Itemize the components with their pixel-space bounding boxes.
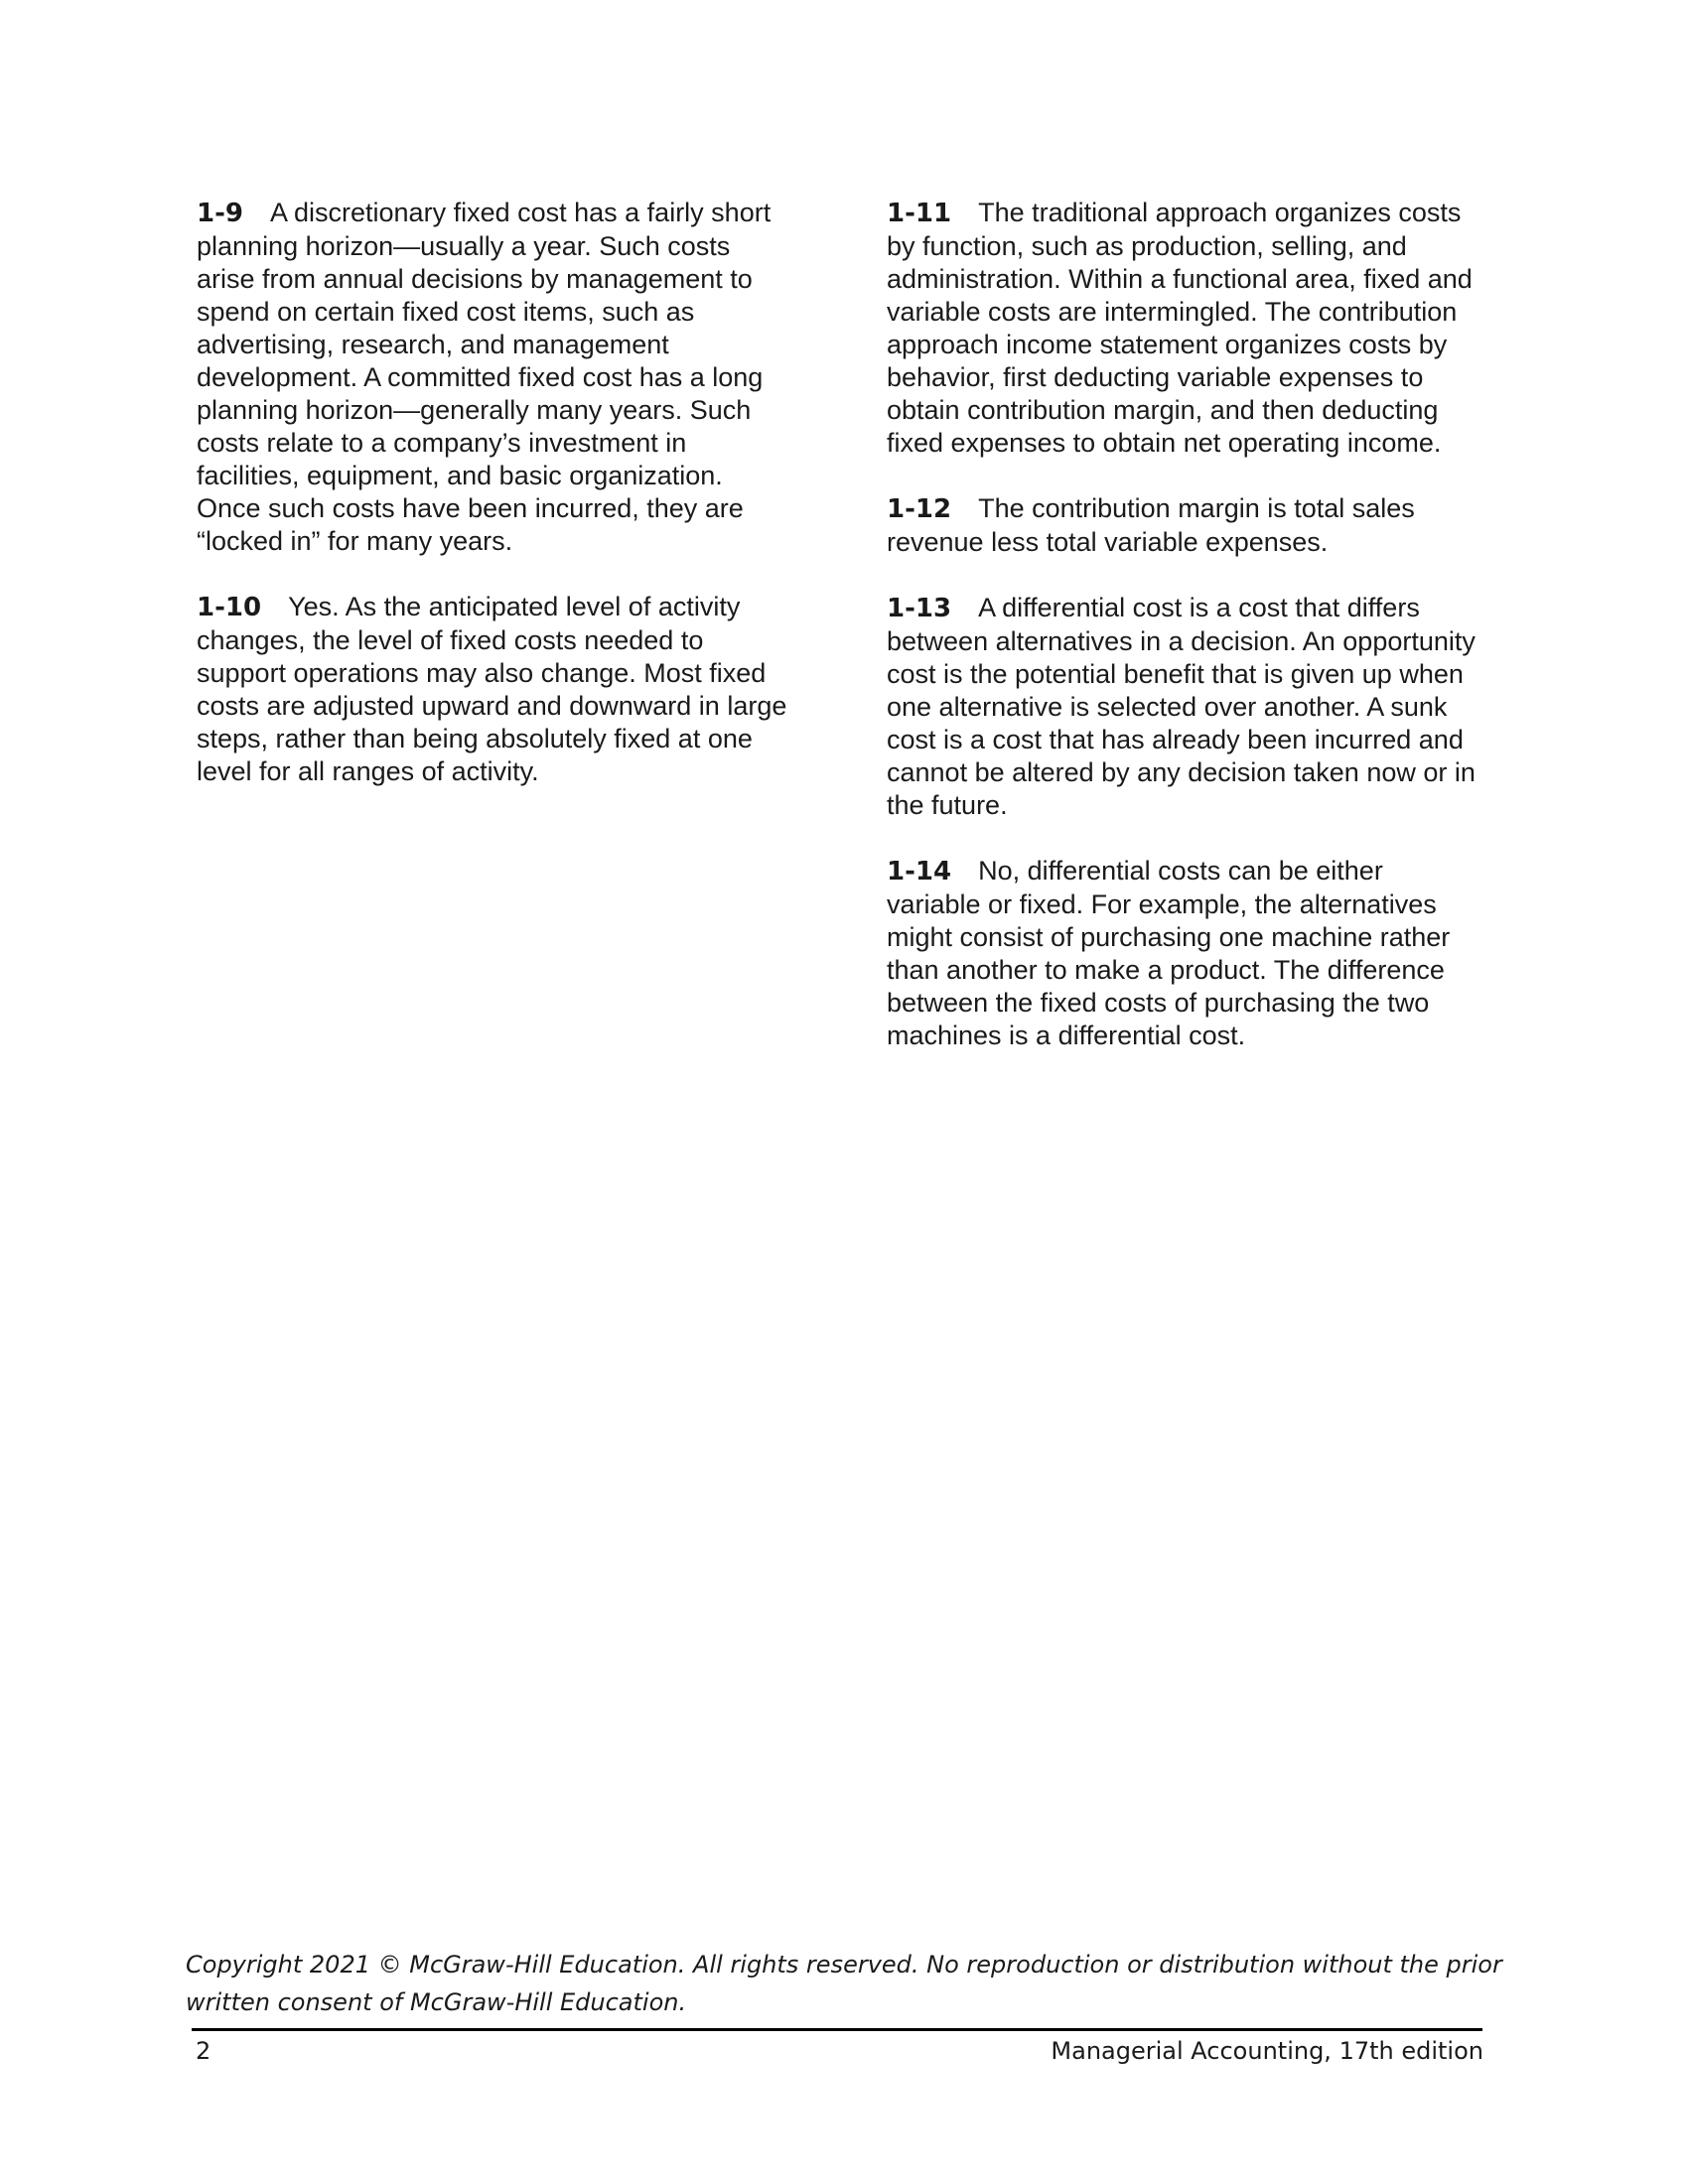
left-column [197,197,792,821]
answer-text: The traditional approach organizes costs by function, such as production, selling, and administration. Within a functional area, fixed and variable costs are intermingled. The contribution approach income statement organizes costs by behavior, first deducting variable expenses to obtain contribution margin, and then deducting fixed expenses to obtain net operating income. [887,198,1473,458]
footer-divider [192,2028,1482,2031]
answer-1-10 [197,591,792,788]
answer-number: 1-12 [887,494,952,524]
page-number: 2 [196,2037,211,2065]
answer-text: No, differential costs can be either variable or fixed. For example, the alternatives might consist of purchasing one machine rather than another to make a product. The difference between the fixed costs of purchasing the two machines is a differential cost. [887,856,1451,1050]
copyright-notice: Copyright 2021 © McGraw-Hill Education. All rights reserved. No reproduction or distribution without the prior written consent of McGraw-Hill Education. [186,1951,1502,2016]
answer-1-14 [887,855,1482,1052]
answer-1-11 [887,197,1482,460]
answer-text: A differential cost is a cost that differs between alternatives in a decision. An opportunity cost is the potential benefit that is given up when one alternative is selected over another. A sunk cost is a cost that has already been incurred and cannot be altered by any decision taken now or in the future. [887,593,1476,820]
answer-number: 1-10 [197,593,262,622]
answer-text: Yes. As the anticipated level of activity changes, the level of fixed costs needed to support operations may also change. Most fixed costs are adjusted upward and downward in large steps, rather than being absolutely fixed at one level for all ranges of activity. [197,592,787,786]
answer-1-9 [197,197,792,558]
right-column [887,197,1482,1085]
answer-1-13 [887,592,1482,822]
book-title: Managerial Accounting, 17th edition [1051,2037,1483,2065]
answer-text: A discretionary fixed cost has a fairly short planning horizon—usually a year. Such costs arise from annual decisions by management to spend on certain fixed cost items, such as advertising, research, and management development. A committed fixed cost has a long planning horizon—generally many years. Such costs relate to a company’s investment in facilities, equipment, and basic organization. Once such costs have been incurred, they are “locked in” for many years. [197,198,772,556]
answer-number: 1-14 [887,857,952,887]
answer-text: The contribution margin is total sales revenue less total variable expenses. [887,493,1415,557]
answer-number: 1-13 [887,594,952,623]
answer-number: 1-11 [887,199,952,228]
answer-number: 1-9 [197,199,243,228]
answer-1-12 [887,492,1482,559]
